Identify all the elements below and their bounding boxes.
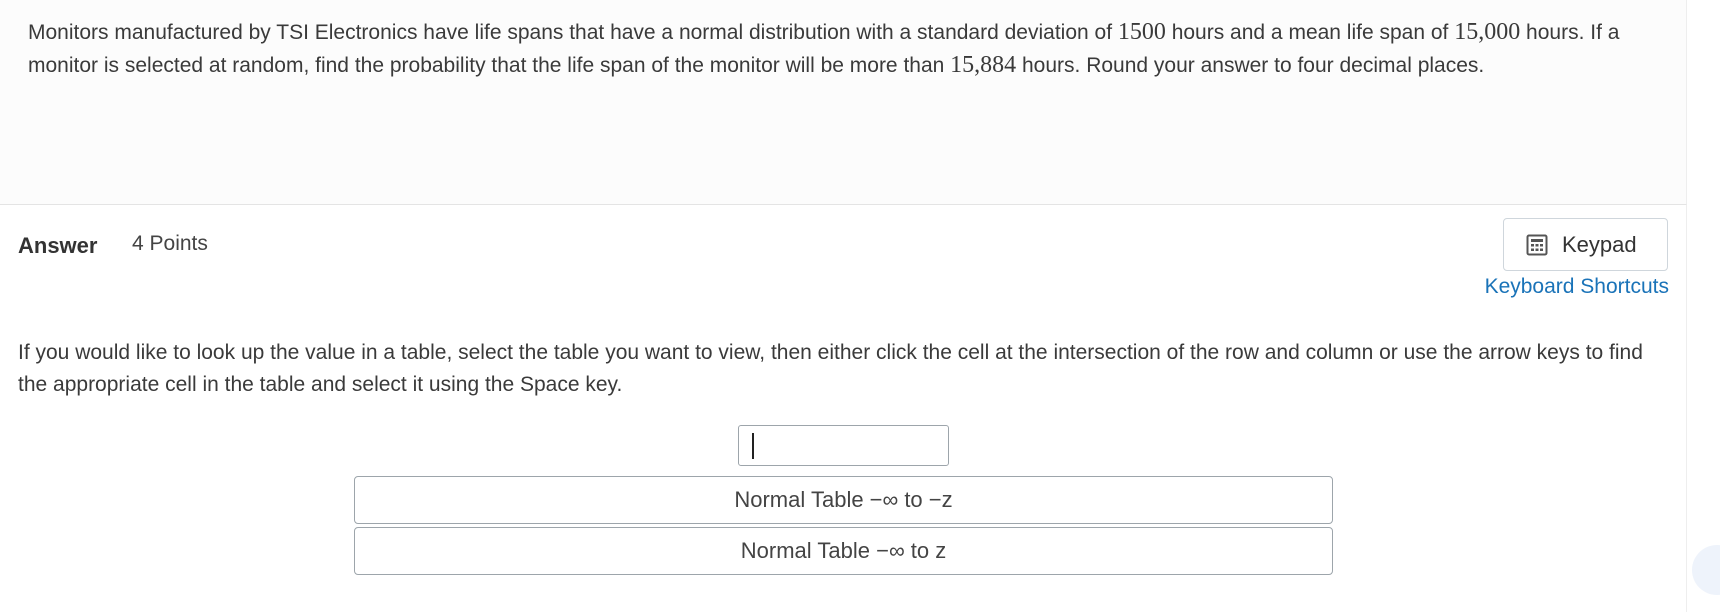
- question-part-2: hours and a mean life span of: [1165, 21, 1455, 44]
- question-panel: [0, 0, 1687, 205]
- mean-value: 15,000: [1454, 19, 1521, 45]
- answer-panel: [0, 205, 1687, 612]
- answer-label: Answer: [18, 233, 98, 258]
- threshold-value: 15,884: [950, 52, 1017, 78]
- std-dev-value: 1500: [1117, 19, 1166, 45]
- keypad-button[interactable]: [1503, 218, 1668, 271]
- question-text: [28, 16, 1648, 82]
- calculator-icon: [1526, 234, 1548, 256]
- text-cursor: [752, 433, 754, 459]
- answer-input[interactable]: [738, 425, 949, 466]
- table-instructions: If you would like to look up the value in a table, select the table you want to view, then either click the cell at the intersection of the row and column or use the arrow keys to find the appropriate cell in the table and select it using the Space key.: [18, 341, 1643, 396]
- floating-help-button[interactable]: [1692, 545, 1720, 595]
- question-part-3: hours. If a monitor is selected at random, find the probability that the life span of the monitor will be more than: [28, 21, 1620, 77]
- normal-table-left-tail-button[interactable]: Normal Table −∞ to −z: [354, 476, 1333, 524]
- question-part-1: Monitors manufactured by TSI Electronics have life spans that have a normal distribution with a standard deviation of: [28, 21, 1118, 44]
- points-label: 4 Points: [132, 232, 208, 255]
- normal-table-cumulative-button[interactable]: Normal Table −∞ to z: [354, 527, 1333, 575]
- keypad-label: Keypad: [1562, 231, 1637, 257]
- keyboard-shortcuts-link[interactable]: Keyboard Shortcuts: [1484, 275, 1669, 298]
- question-part-4: hours. Round your answer to four decimal places.: [1016, 54, 1485, 77]
